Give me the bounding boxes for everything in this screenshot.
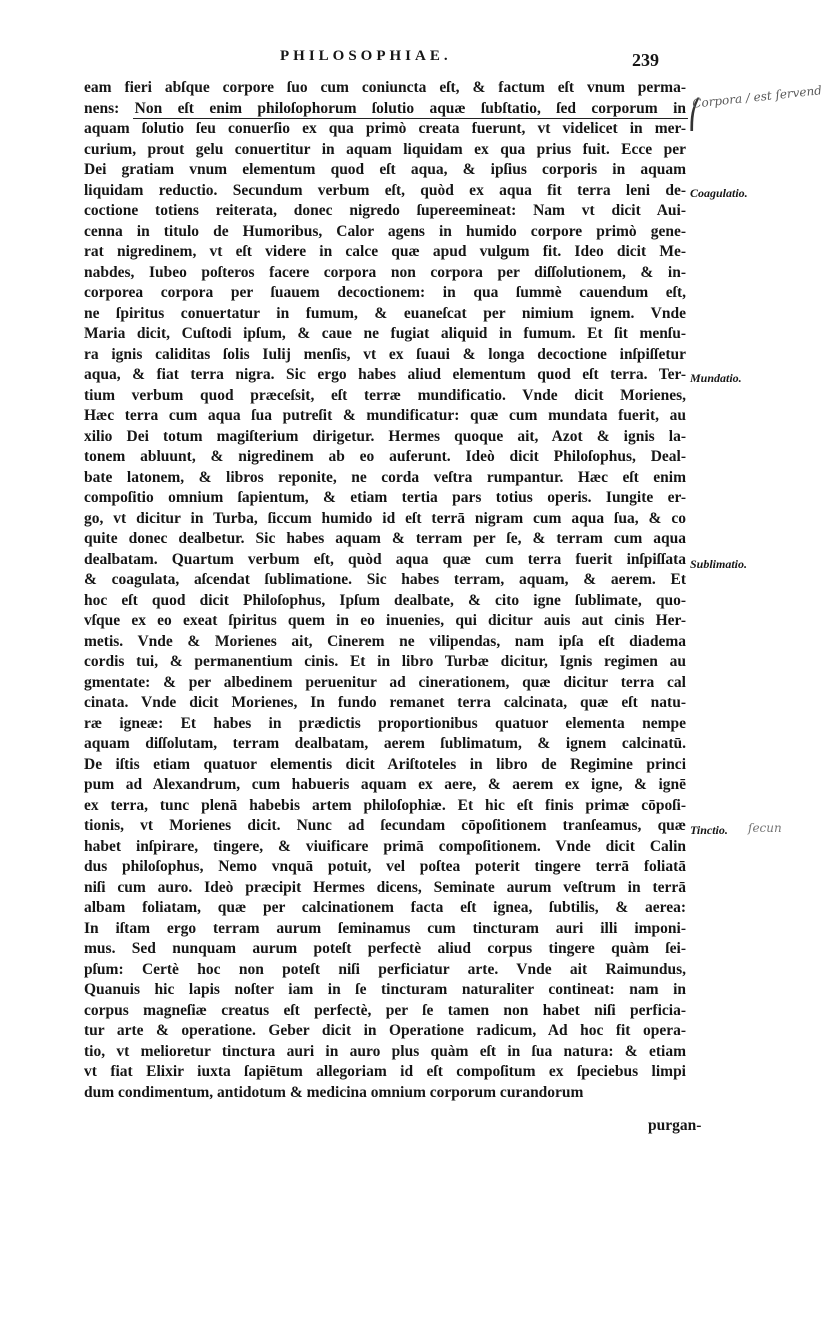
text-line: hoc eſt quod dicit Philoſophus, Ipſum dealbate, & cito igne ſublimate, quo- [84, 591, 686, 609]
text-line: cinata. Vnde dicit Morienes, In fundo remanet terra calcinata, quæ eſt natu- [84, 694, 686, 711]
text-line: liquidam reductio. Secundum verbum eſt, quòd ex aqua fit terra leni de- [84, 181, 686, 199]
text-line: aqua, & fiat terra nigra. Sic ergo habes aliud elementum quod eſt terra. Ter- [84, 366, 686, 383]
text-line: & coagulata, aſcendat ſublimatione. Sic habes terram, aquam, & aerem. Et [84, 571, 686, 588]
text-line: nens: Non eſt enim philoſophorum ſolutio aquæ ſubſtatio, ſed corporum in [84, 99, 686, 117]
page-number: 239 [632, 50, 659, 70]
text-line: pum ad Alexandrum, cum habueris aquam ex aere, & aerem ex igne, & ignē [84, 776, 686, 793]
margin-note-sublimatio: Sublimatio. [690, 557, 748, 571]
text-line: Hæc terra cum aqua ſua putreſit & mundificatur: quæ cum mundata fuerit, au [84, 407, 686, 424]
margin-note-mundatio: Mundatio. [690, 371, 742, 385]
text-line: rat nigredinem, vt eſt videre in calce quæ apud vulgum fit. Ideo dicit Me- [84, 243, 686, 260]
text-line: Maria dicit, Cuſtodi ipſum, & caue ne fugiat aliquid in fumum. Et ſit menſu- [84, 325, 686, 342]
running-head: PHILOSOPHIAE. [280, 48, 452, 64]
text-line: dus philoſophus, Nemo vnquā potuit, vel poſtea poterit tingere terrā foliatā [84, 858, 686, 875]
text-line: metis. Vnde & Morienes ait, Cinerem ne vilipendas, nam ipſa eſt diadema [84, 632, 686, 650]
text-line: corporea corpora per ſuauem decoctionem: in qua ſummè cauendum eſt, [84, 284, 686, 301]
text-line: cenna in titulo de Humoribus, Calor agens in humido corpore primò gene- [84, 222, 686, 240]
text-line: quite donec dealbetur. Sic habes aquam & terram per ſe, & terram cum aqua [84, 530, 686, 547]
text-line: ne ſpiritus conuertatur in fumum, & euaneſcat per nimium ignem. Vnde [84, 304, 686, 322]
text-line: In iſtam ergo terram aurum ſeminamus cum tincturam auri illi imponi- [84, 919, 686, 937]
text-line: vt fiat Elixir iuxta ſapiētum allegoriam id eſt compoſitum ex ſpeciebus limpi [84, 1063, 686, 1080]
text-line: go, vt dicitur in Turba, ſiccum humido id eſt terrā nigram cum aqua ſua, & co [84, 509, 686, 527]
text-line: aquam diſſolutam, terram dealbatam, aerem ſublimatum, & ignem calcinatū. [84, 735, 686, 752]
margin-bracket-mark: ⎛ [688, 98, 702, 131]
catchword: purgan- [648, 1117, 702, 1134]
text-line: compoſitio omnium ſapientum, & etiam tertia pars totius operis. Iungite er- [84, 489, 686, 506]
text-line: De iſtis etiam quatuor elementis dicit Ariſtoteles in libro de Regimine princi [84, 755, 686, 773]
text-line: dealbatam. Quartum verbum eſt, quòd aqua quæ cum terra fuerit inſpiſſata [84, 550, 686, 568]
handwritten-annotation-tinctio: ſecun [748, 821, 782, 835]
text-line: ra ignis caliditas ſolis Iulij menſis, vt ex ſuaui & longa decoctione inſpiſſetur [84, 345, 686, 363]
handwritten-annotation-top: Corpora / est ſervend [691, 83, 822, 111]
text-line: tonem abluunt, & nigredinem ab eo auferunt. Ideò dicit Philoſophus, Deal- [84, 448, 686, 465]
text-line: cordis tui, & permanentium cinis. Et in libro Turbæ dicitur, Ignis regimen au [84, 653, 686, 670]
text-line: eam fieri abſque corpore ſuo cum coniuncta eſt, & factum eſt vnum perma- [84, 79, 686, 96]
text-line: mus. Sed nunquam aurum poteſt perfectè aliud corpus tingere quàm ſei- [84, 940, 686, 957]
text-line: coctione totiens reiterata, donec nigredo ſupereemineat: Nam vt dicit Aui- [84, 202, 686, 219]
text-line: xilio Dei totum magiſterium dirigetur. Hermes quoque ait, Azot & ignis la- [84, 427, 686, 445]
text-line: habet inſpirare, tingere, & viuificare primā compoſitionem. Vnde dicit Calin [84, 837, 686, 855]
text-line: dum condimentum, antidotum & medicina omnium corporum curandorum [84, 1083, 584, 1101]
text-line: aquam ſolutio ſeu conuerſio ex qua primò creata fuerunt, vt videlicet in mer- [84, 120, 686, 137]
margin-note-coagulatio: Coagulatio. [690, 186, 748, 200]
text-line: Dei gratiam vnum elementum quod eſt aqua, & ipſius corporis in aquam [84, 161, 686, 178]
text-line: nabdes, Iubeo poſteros facere corpora non corpora per diſſolutionem, & in- [84, 263, 686, 281]
text-line: bate latonem, & libros reponite, ne corda veſtra rumpantur. Hæc eſt enim [84, 468, 686, 486]
text-line: niſi cum auro. Ideò præcipit Hermes dicens, Seminate aurum veſtrum in terrā [84, 878, 686, 896]
main-text-block [84, 78, 686, 1103]
text-line: Quanuis hic lapis noſter iam in ſe tincturam naturaliter contineat: nam in [84, 981, 686, 998]
text-line: ræ igneæ: Et habes in prædictis proportionibus quatuor elementa nempe [84, 714, 686, 732]
text-line: albam foliatam, quæ per calcinationem facta eſt ignea, ſubtilis, & aerea: [84, 899, 686, 916]
text-line: tur arte & operatione. Geber dicit in Operatione radicum, Ad hoc fit opera- [84, 1022, 686, 1039]
text-line: corpus magneſiæ creatus eſt perfectè, per ſe tamen non habet niſi perficia- [84, 1001, 686, 1019]
text-line: tium verbum quod præceſsit, eſt terræ mundificatio. Vnde dicit Morienes, [84, 386, 686, 404]
text-line: tionis, vt Morienes dicit. Nunc ad ſecundam cōpoſitionem tranſeamus, quæ [84, 817, 686, 834]
margin-note-tinctio: Tinctio. [690, 823, 728, 837]
text-line: gmentate: & per albedinem peruenitur ad cinerationem, quæ dicitur terra cal [84, 673, 686, 691]
text-line: ex terra, tunc plenā habebis artem philoſophiæ. Et hic eſt finis primæ cōpoſi- [84, 796, 686, 814]
text-line: pſum: Certè hoc non poteſt niſi perficiatur arte. Vnde ait Raimundus, [84, 960, 686, 978]
text-line: vſque ex eo exeat ſpiritus quem in eo inuenies, qui dicitur auis aut cinis Her- [84, 612, 686, 629]
text-line: curium, prout gelu conuertitur in aquam liquidam ex qua prius fuit. Ecce per [84, 140, 686, 158]
text-line: tio, vt melioretur tinctura auri in auro plus quàm eſt in ſua natura: & etiam [84, 1042, 686, 1060]
